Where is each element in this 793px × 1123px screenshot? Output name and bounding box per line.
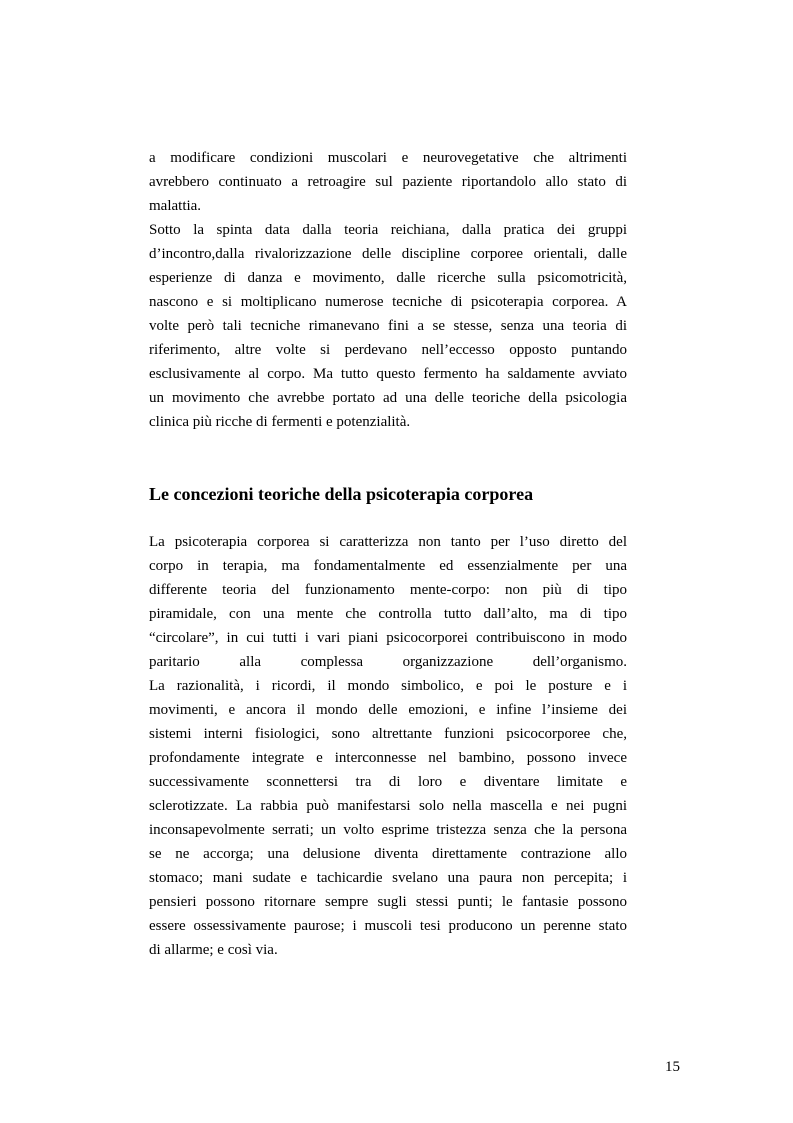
paragraph-1-line-2: avrebbero continuato a retroagire sul paziente riportandolo allo stato di [149,174,627,190]
paragraph-2-line-9: clinica più ricche di fermenti e potenzialità. [149,414,411,430]
paragraph-3-line-11: successivamente sconnettersi tra di loro e diventare limitate e [149,774,627,790]
paragraph-3-line-4: piramidale, con una mente che controlla tutto dall’alto, ma di tipo [149,606,627,622]
paragraph-3-line-3: differente teoria del funzionamento mente-corpo: non più di tipo [149,582,627,598]
page-number: 15 [665,1059,680,1075]
paragraph-3-line-1: La psicoterapia corporea si caratterizza non tanto per l’uso diretto del [149,534,627,550]
section-heading: Le concezioni teoriche della psicoterapia corporea [149,484,534,504]
paragraph-3-line-13: inconsapevolmente serrati; un volto esprime tristezza senza che la persona [149,822,627,838]
paragraph-3-line-5: “circolare”, in cui tutti i vari piani psicocorporei contribuiscono in modo [149,630,627,646]
paragraph-1-line-1: a modificare condizioni muscolari e neurovegetative che altrimenti [149,150,627,166]
paragraph-3-line-18: di allarme; e così via. [149,942,278,958]
paragraph-3-line-17: essere ossessivamente paurose; i muscoli tesi producono un perenne stato [149,918,627,934]
paragraph-3-line-12: sclerotizzate. La rabbia può manifestarsi solo nella mascella e nei pugni [149,798,627,814]
paragraph-2-line-4: nascono e si moltiplicano numerose tecniche di psicoterapia corporea. A [149,294,627,310]
paragraph-2-line-5: volte però tali tecniche rimanevano fini a se stesse, senza una teoria di [149,318,627,334]
paragraph-3-line-10: profondamente integrate e interconnesse nel bambino, possono invece [149,750,627,766]
paragraph-3-line-8: movimenti, e ancora il mondo delle emozioni, e infine l’insieme dei [149,702,627,718]
paragraph-2-line-7: esclusivamente al corpo. Ma tutto questo fermento ha saldamente avviato [149,366,627,382]
paragraph-2-line-2: d’incontro,dalla rivalorizzazione delle discipline corporee orientali, dalle [149,246,627,262]
paragraph-3-line-15: stomaco; mani sudate e tachicardie svelano una paura non percepita; i [149,870,627,886]
paragraph-2-line-6: riferimento, altre volte si perdevano nell’eccesso opposto puntando [149,342,627,358]
paragraph-2-line-3: esperienze di danza e movimento, dalle ricerche sulla psicomotricità, [149,270,627,286]
paragraph-3-line-14: se ne accorga; una delusione diventa direttamente contrazione allo [149,846,627,862]
paragraph-1-line-3: malattia. [149,198,202,214]
paragraph-2-line-8: un movimento che avrebbe portato ad una delle teoriche della psicologia [149,390,627,406]
paragraph-3-line-6: paritario alla complessa organizzazione dell’organismo. [149,654,627,670]
paragraph-3-line-9: sistemi interni fisiologici, sono altrettante funzioni psicocorporee che, [149,726,627,742]
paragraph-3-line-2: corpo in terapia, ma fondamentalmente ed essenzialmente per una [149,558,627,574]
paragraph-2-line-1: Sotto la spinta data dalla teoria reichiana, dalla pratica dei gruppi [149,222,627,238]
paragraph-3-line-7: La razionalità, i ricordi, il mondo simbolico, e poi le posture e i [149,678,627,694]
paragraph-3-line-16: pensieri possono ritornare sempre sugli stessi punti; le fantasie possono [149,894,627,910]
